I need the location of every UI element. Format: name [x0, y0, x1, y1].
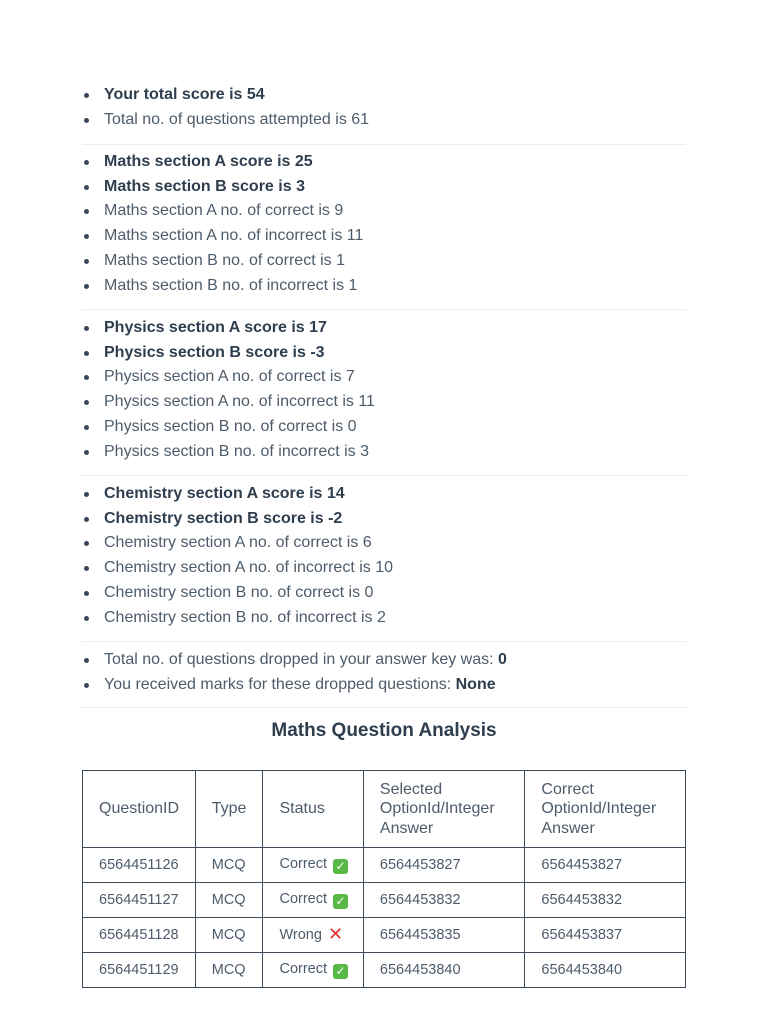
- table-row: [83, 953, 686, 988]
- divider: [82, 641, 686, 642]
- status-cell: [263, 953, 363, 988]
- correct-answer-cell: 6564453840: [525, 953, 686, 988]
- question-id-cell: 6564451127: [83, 883, 196, 918]
- type-cell: MCQ: [195, 883, 263, 918]
- selected-answer-cell: 6564453832: [363, 883, 525, 918]
- questions-attempted: Total no. of questions attempted is 61: [82, 108, 369, 133]
- dropped-marks-value: None: [455, 675, 496, 693]
- dropped-count-value: 0: [498, 651, 507, 668]
- type-cell: MCQ: [195, 848, 263, 883]
- check-icon: ✓: [333, 894, 348, 909]
- dropped-questions-list: [82, 648, 507, 697]
- chemistry-section-a-correct: Chemistry section A no. of correct is 6: [82, 531, 393, 556]
- status-text: Correct: [279, 961, 328, 977]
- selected-answer-cell: 6564453840: [363, 953, 525, 988]
- header-type: Type: [195, 771, 263, 848]
- selected-answer-cell: 6564453827: [363, 848, 525, 883]
- chemistry-section-a-score: Chemistry section A score is 14: [82, 482, 393, 507]
- header-correct-answer: Correct OptionId/Integer Answer: [525, 771, 686, 848]
- maths-section-b-score: Maths section B score is 3: [82, 175, 363, 200]
- divider: [82, 707, 686, 708]
- maths-section-a-incorrect: Maths section A no. of incorrect is 11: [82, 224, 363, 249]
- chemistry-section-b-incorrect: Chemistry section B no. of incorrect is 2: [82, 606, 393, 631]
- status-text: Correct: [279, 891, 328, 907]
- overall-summary-list: [82, 83, 369, 132]
- chemistry-section-a-incorrect: Chemistry section A no. of incorrect is 10: [82, 556, 393, 581]
- maths-analysis-title: Maths Question Analysis: [271, 720, 497, 741]
- type-cell: MCQ: [195, 918, 263, 953]
- dropped-count-label: Total no. of questions dropped in your answer key was:: [104, 651, 498, 668]
- check-icon: ✓: [333, 859, 348, 874]
- status-cell: [263, 918, 363, 953]
- physics-summary-list: [82, 316, 375, 464]
- header-selected-answer: Selected OptionId/Integer Answer: [363, 771, 525, 848]
- header-status: Status: [263, 771, 363, 848]
- maths-section-a-correct: Maths section A no. of correct is 9: [82, 199, 363, 224]
- divider: [82, 475, 686, 476]
- physics-section-a-incorrect: Physics section A no. of incorrect is 11: [82, 390, 375, 415]
- status-cell: [263, 883, 363, 918]
- maths-question-analysis-table: [82, 770, 686, 988]
- header-question-id: QuestionID: [83, 771, 196, 848]
- table-row: [83, 918, 686, 953]
- table-header-row: [83, 771, 686, 848]
- physics-section-b-correct: Physics section B no. of correct is 0: [82, 415, 375, 440]
- table-row: [83, 848, 686, 883]
- status-cell: [263, 848, 363, 883]
- question-id-cell: 6564451126: [83, 848, 196, 883]
- cross-icon: ✕: [327, 924, 344, 944]
- correct-answer-cell: 6564453832: [525, 883, 686, 918]
- table-row: [83, 883, 686, 918]
- maths-section-b-incorrect: Maths section B no. of incorrect is 1: [82, 274, 363, 299]
- type-cell: MCQ: [195, 953, 263, 988]
- question-id-cell: 6564451128: [83, 918, 196, 953]
- correct-answer-cell: 6564453827: [525, 848, 686, 883]
- dropped-marks-item: [82, 673, 507, 698]
- divider: [82, 144, 686, 145]
- physics-section-a-score: Physics section A score is 17: [82, 316, 375, 341]
- check-icon: ✓: [333, 964, 348, 979]
- chemistry-section-b-correct: Chemistry section B no. of correct is 0: [82, 581, 393, 606]
- chemistry-summary-list: [82, 482, 393, 630]
- total-score: Your total score is 54: [82, 83, 369, 108]
- physics-section-b-incorrect: Physics section B no. of incorrect is 3: [82, 440, 375, 465]
- maths-section-b-correct: Maths section B no. of correct is 1: [82, 249, 363, 274]
- dropped-count-item: [82, 648, 507, 673]
- chemistry-section-b-score: Chemistry section B score is -2: [82, 507, 393, 532]
- physics-section-b-score: Physics section B score is -3: [82, 341, 375, 366]
- status-text: Correct: [279, 856, 328, 872]
- maths-section-a-score: Maths section A score is 25: [82, 150, 363, 175]
- maths-summary-list: [82, 150, 363, 298]
- question-id-cell: 6564451129: [83, 953, 196, 988]
- physics-section-a-correct: Physics section A no. of correct is 7: [82, 365, 375, 390]
- correct-answer-cell: 6564453837: [525, 918, 686, 953]
- status-text: Wrong: [279, 927, 322, 943]
- divider: [82, 309, 686, 310]
- dropped-marks-label: You received marks for these dropped questions:: [104, 675, 456, 693]
- selected-answer-cell: 6564453835: [363, 918, 525, 953]
